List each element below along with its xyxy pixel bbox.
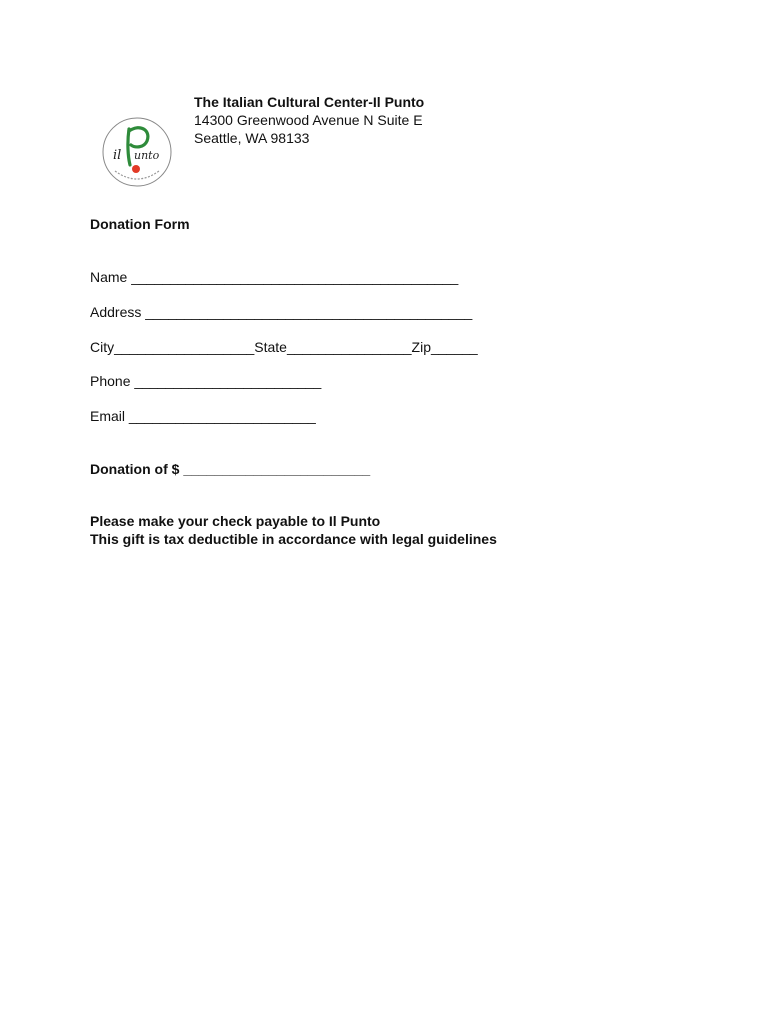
payable-note: Please make your check payable to Il Punto bbox=[90, 513, 381, 529]
address-field[interactable]: Address __________________________________________ bbox=[90, 304, 473, 320]
organization-name: The Italian Cultural Center-Il Punto bbox=[194, 94, 425, 110]
tax-deductible-note: This gift is tax deductible in accordance with legal guidelines bbox=[90, 531, 497, 547]
city-state-zip-field[interactable]: City__________________State________________Zip______ bbox=[90, 339, 478, 355]
svg-text:unto: unto bbox=[134, 149, 160, 162]
organization-header bbox=[194, 93, 424, 147]
donation-amount-field[interactable]: Donation of $ ________________________ bbox=[90, 461, 371, 477]
email-field[interactable]: Email ________________________ bbox=[90, 408, 316, 424]
svg-text:il: il bbox=[113, 148, 122, 163]
payment-notes bbox=[90, 512, 497, 548]
il-punto-logo bbox=[101, 113, 173, 191]
name-field[interactable]: Name __________________________________________ bbox=[90, 269, 459, 285]
address-line-1: 14300 Greenwood Avenue N Suite E bbox=[194, 112, 423, 128]
form-title: Donation Form bbox=[90, 216, 190, 232]
address-line-2: Seattle, WA 98133 bbox=[194, 130, 310, 146]
phone-field[interactable]: Phone ________________________ bbox=[90, 373, 322, 389]
